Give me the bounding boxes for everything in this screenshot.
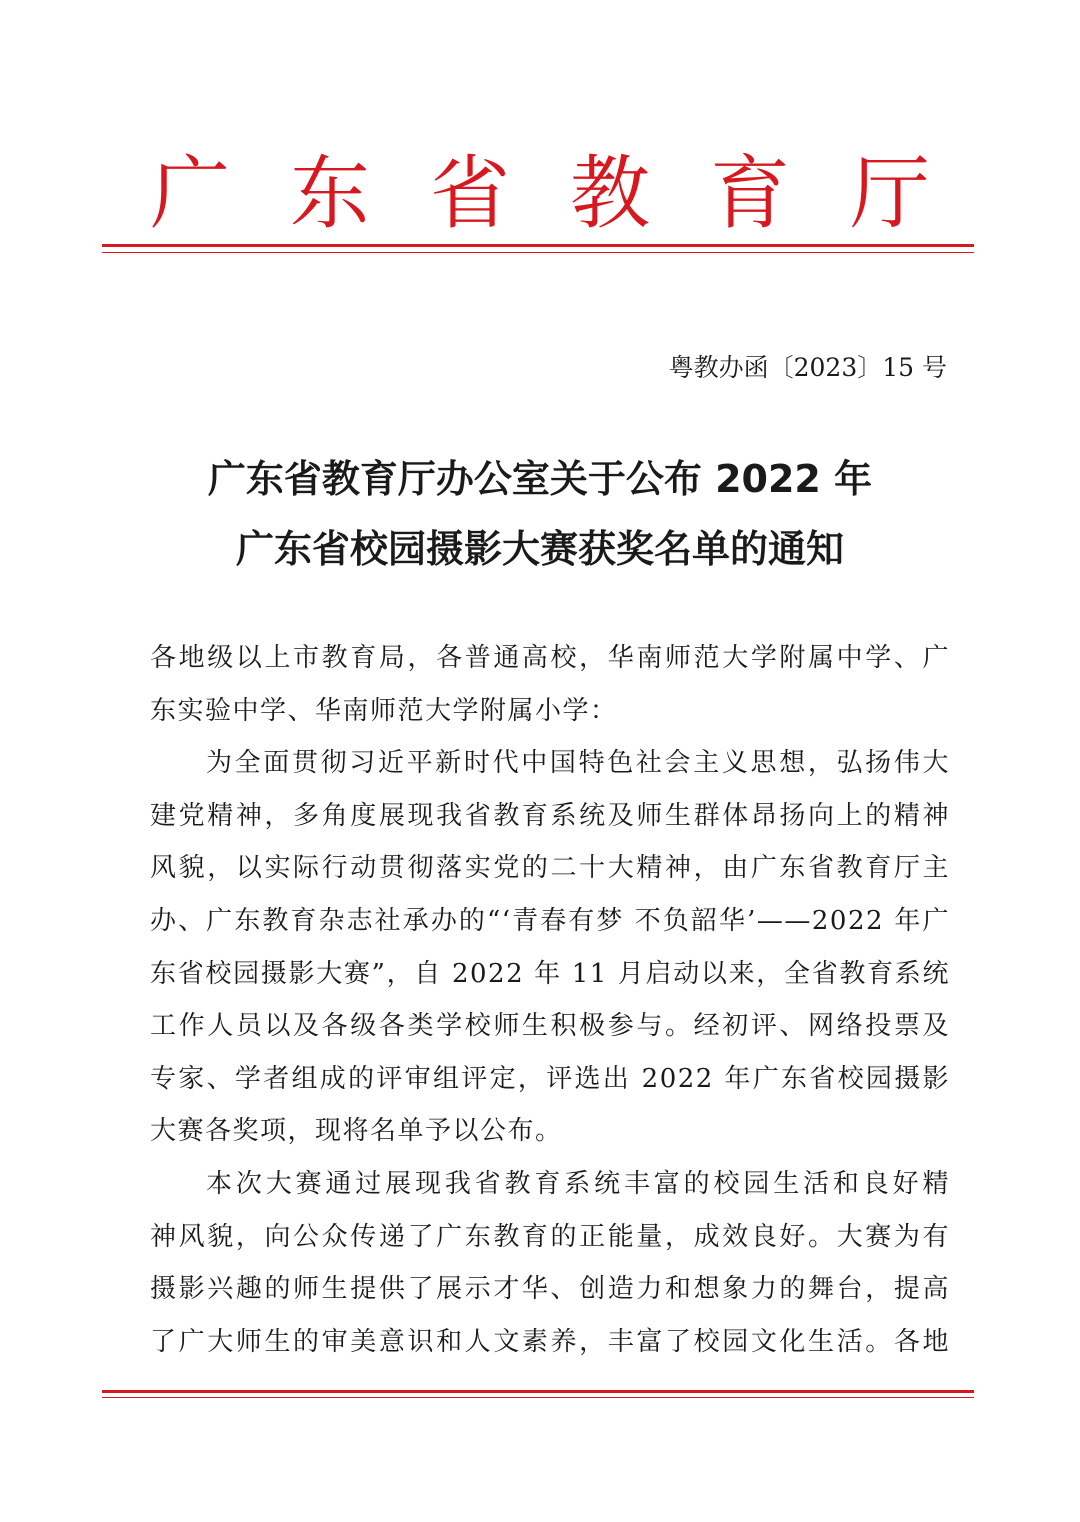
header-rule-thick xyxy=(102,244,974,247)
body-line: 工作人员以及各级各类学校师生积极参与。经初评、网络投票及 xyxy=(150,1011,950,1042)
body-line: 大赛各奖项，现将名单予以公布。 xyxy=(150,1116,563,1147)
body-line: 各地级以上市教育局，各普通高校，华南师范大学附属中学、广 xyxy=(150,643,950,673)
body-line: 摄影兴趣的师生提供了展示才华、创造力和想象力的舞台，提高 xyxy=(150,1274,950,1305)
body-line: 专家、学者组成的评审组评定，评选出 2022 年广东省校园摄影 xyxy=(150,1063,950,1094)
masthead-char-3: 省 xyxy=(430,147,510,240)
footer-rule-thick xyxy=(102,1390,974,1393)
masthead-char-5: 育 xyxy=(710,147,790,240)
footer-rule-thin xyxy=(102,1397,974,1398)
masthead-char-2: 东 xyxy=(290,147,370,240)
header-rule-thin xyxy=(102,252,974,253)
body-line: 东实验中学、华南师范大学附属小学： xyxy=(150,695,618,726)
body-line: 东省校园摄影大赛”，自 2022 年 11 月启动以来，全省教育系统 xyxy=(150,958,950,989)
document-number: 粤教办函〔2023〕15 号 xyxy=(668,353,947,382)
body-line: 神风貌，向公众传递了广东教育的正能量，成效良好。大赛为有 xyxy=(150,1221,950,1252)
title-line-2: 广东省校园摄影大赛获奖名单的通知 xyxy=(235,527,844,571)
masthead-char-1: 广 xyxy=(150,147,230,240)
body-line: 为全面贯彻习近平新时代中国特色社会主义思想，弘扬伟大 xyxy=(206,748,950,779)
body-line: 本次大赛通过展现我省教育系统丰富的校园生活和良好精 xyxy=(206,1168,950,1199)
body-line: 风貌，以实际行动贯彻落实党的二十大精神，由广东省教育厅主 xyxy=(150,853,950,884)
body-line: 建党精神，多角度展现我省教育系统及师生群体昂扬向上的精神 xyxy=(150,800,950,831)
masthead-char-6: 厅 xyxy=(850,147,930,240)
masthead xyxy=(150,148,930,240)
body-text xyxy=(150,632,950,1368)
body-line: 办、广东教育杂志社承办的“‘青春有梦 不负韶华’——2022 年广 xyxy=(150,905,950,936)
title-line-1: 广东省教育厅办公室关于公布 2022 年 xyxy=(207,457,873,501)
masthead-char-4: 教 xyxy=(570,147,650,240)
body-line: 了广大师生的审美意识和人文素养，丰富了校园文化生活。各地 xyxy=(150,1326,950,1357)
